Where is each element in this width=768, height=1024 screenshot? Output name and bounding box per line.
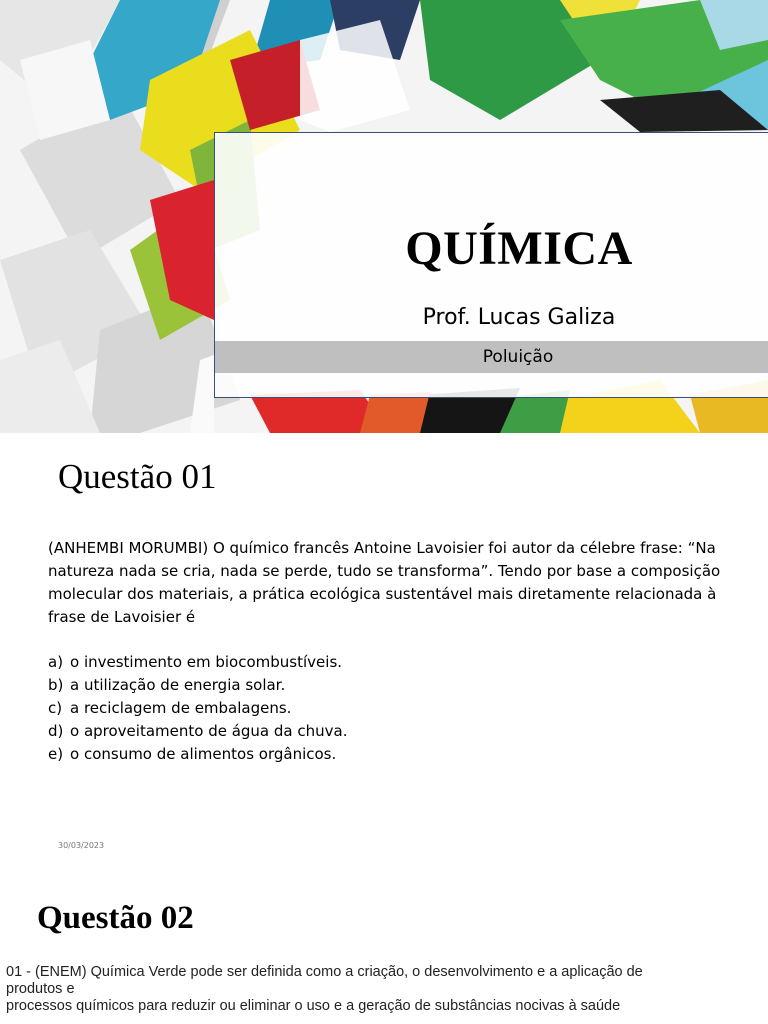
option-letter: c) [48,699,63,717]
option-letter: e) [48,745,64,763]
question-01-heading: Questão 01 [58,457,217,496]
option-text: o consumo de alimentos orgânicos. [70,745,337,763]
option-text: a utilização de energia solar. [70,676,286,694]
option-b [48,674,738,697]
option-d [48,720,738,743]
statement-line: 01 - (ENEM) Química Verde pode ser definida como a criação, o desenvolvimento e a aplicação de [6,964,643,980]
topic-band [215,341,768,373]
presenter-name: Prof. Lucas Galiza [422,305,616,330]
question-01-statement: (ANHEMBI MORUMBI) O químico francês Antoine Lavoisier foi autor da célebre frase: “Na natureza nada se cria, nada se perde, tudo se transforma”. Tendo por base a composição molecular dos materiais, a prática ecológica sustentável mais diretamente relacionada à frase de Lavoisier é [48,539,721,626]
question-01-slide [0,433,768,870]
title-slide [0,0,768,433]
title-card [214,132,768,398]
option-c [48,697,738,720]
question-02-heading: Questão 02 [37,900,194,936]
option-letter: a) [48,653,64,671]
option-letter: d) [48,722,64,740]
option-text: o aproveitamento de água da chuva. [70,722,348,740]
answer-options [48,651,738,766]
question-02-statement [6,964,762,1015]
statement-line: processos químicos para reduzir ou eliminar o uso e a geração de substâncias nocivas à saúde [6,998,621,1014]
option-text: a reciclagem de embalagens. [70,699,292,717]
question-02-slide [0,870,768,1024]
topic-label: Poluição [482,347,554,367]
option-text: o investimento em biocombustíveis. [70,653,343,671]
option-a [48,651,738,674]
statement-line: produtos e [6,981,75,997]
slide-date: 30/03/2023 [58,841,105,850]
option-letter: b) [48,676,64,694]
option-e [48,743,738,766]
slide-title: QUÍMICA [405,222,633,275]
